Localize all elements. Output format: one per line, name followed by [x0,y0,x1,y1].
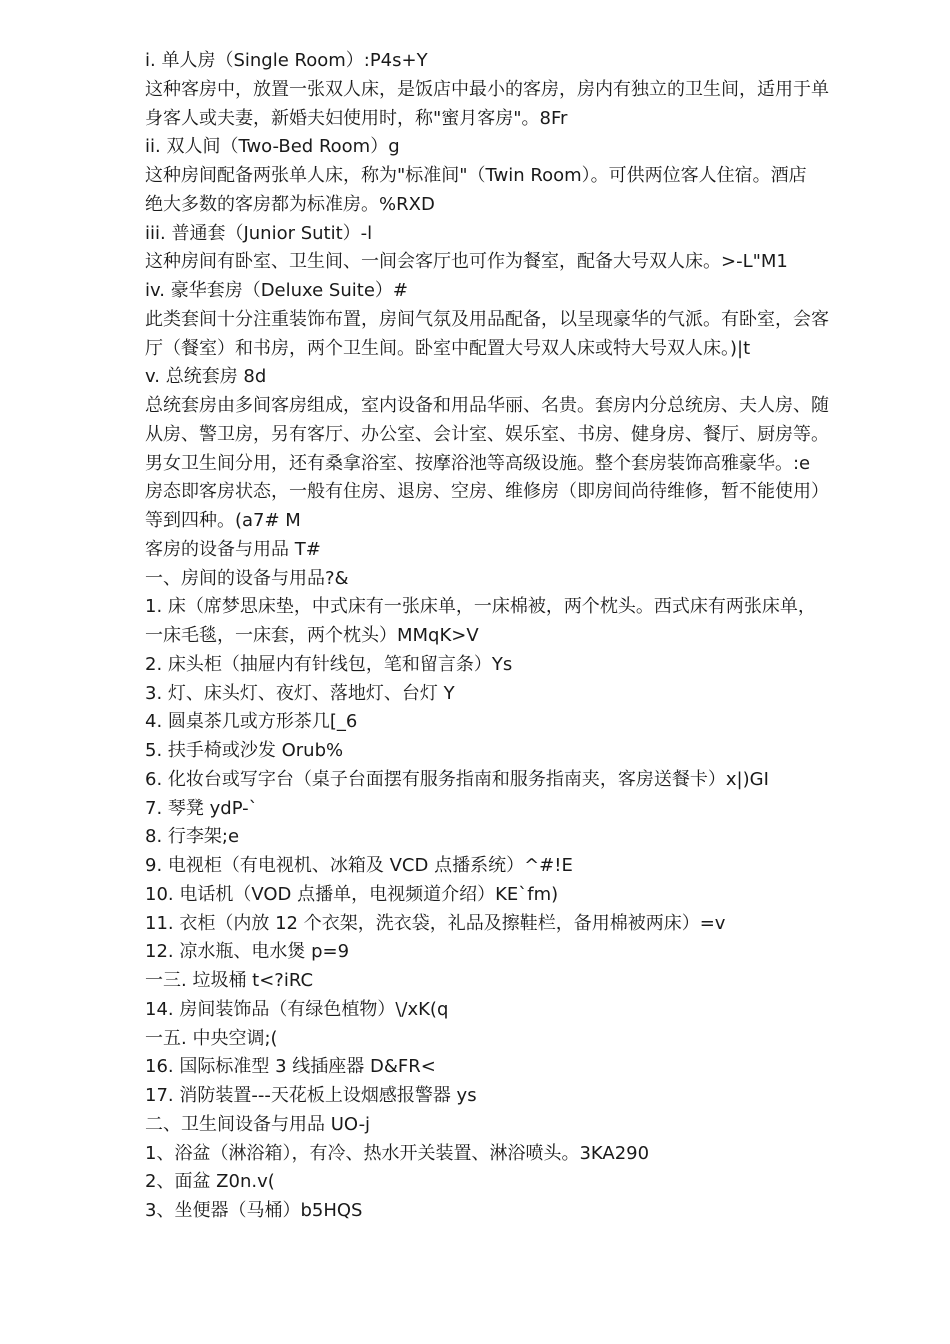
text-line: 二、卫生间设备与用品 UO-j [145,1113,371,1135]
text-line: 一三. 垃圾桶 t<?iRC [145,970,314,991]
text-line: 10. 电话机（VOD 点播单，电视频道介绍）KE`fm) [145,883,559,905]
text-line: 3、坐便器（马桶）b5HQS [145,1200,363,1221]
text-line: 这种房间配备两张单人床，称为"标准间"（Twin Room）。可供两位客人住宿。酒店 [145,165,807,186]
text-line: 从房、警卫房，另有客厅、办公室、会计室、娱乐室、书房、健身房、餐厅、厨房等。 [145,423,829,445]
text-line: 17. 消防装置---天花板上设烟感报警器 ys [145,1085,477,1106]
text-line: 一床毛毯，一床套，两个枕头）MMqK>V [145,625,479,646]
text-line: 客房的设备与用品 T# [145,538,321,560]
text-line: 12. 凉水瓶、电水煲 p=9 [145,941,350,963]
text-line: 14. 房间装饰品（有绿色植物）\/xK(q [145,998,449,1020]
text-line: 9. 电视柜（有电视机、冰箱及 VCD 点播系统）^#!E [145,855,573,876]
document-page [145,47,885,1226]
text-line: ii. 双人间（Two-Bed Room）g [145,136,400,158]
text-line: 11. 衣柜（内放 12 个衣架，洗衣袋，礼品及擦鞋栏，备用棉被两床）=v [145,912,726,934]
text-line: 8. 行李架;e [145,826,240,848]
text-line: 这种房间有卧室、卫生间、一间会客厅也可作为餐室，配备大号双人床。>-L"M1 [145,251,788,273]
text-line: 2. 床头柜（抽屉内有针线包，笔和留言条）Ys [145,653,513,675]
text-line: 6. 化妆台或写字台（桌子台面摆有服务指南和服务指南夹，客房送餐卡）x|)GI [145,768,769,790]
text-line: iv. 豪华套房（Deluxe Suite）# [145,280,408,301]
text-line: 1. 床（席梦思床垫，中式床有一张床单，一床棉被，两个枕头。西式床有两张床单， [145,596,816,618]
text-line: 4. 圆桌茶几或方形茶几[_6 [145,711,358,733]
text-line: 16. 国际标准型 3 线插座器 D&FR< [145,1056,436,1078]
text-line: iii. 普通套（Junior Sutit）-l [145,222,373,244]
text-line: 绝大多数的客房都为标准房。%RXD [145,193,435,215]
text-line: i. 单人房（Single Room）:P4s+Y [145,50,428,71]
text-line: v. 总统套房 8d [145,366,267,388]
text-line: 一五. 中央空调;( [145,1027,278,1049]
text-line: 等到四种。(a7# M [145,510,301,531]
text-line: 一、房间的设备与用品?& [145,567,349,589]
text-line: 此类套间十分注重装饰布置，房间气氛及用品配备，以呈现豪华的气派。有卧室，会客 [145,308,829,330]
text-line: 1、浴盆（淋浴箱），有冷、热水开关装置、淋浴喷头。3KA290 [145,1142,650,1164]
text-line: 7. 琴凳 ydP-` [145,797,258,819]
text-line: 总统套房由多间客房组成，室内设备和用品华丽、名贵。套房内分总统房、夫人房、随 [145,395,829,416]
text-line: 这种客房中，放置一张双人床，是饭店中最小的客房，房内有独立的卫生间，适用于单 [145,78,829,100]
text-line: 3. 灯、床头灯、夜灯、落地灯、台灯 Y [145,682,455,704]
text-line: 房态即客房状态，一般有住房、退房、空房、维修房（即房间尚待维修，暂不能使用） [145,481,829,503]
text-line: 厅（餐室）和书房，两个卫生间。卧室中配置大号双人床或特大号双人床。)|t [145,337,751,359]
text-line: 2、面盆 Z0n.v( [145,1171,275,1193]
text-line: 男女卫生间分用，还有桑拿浴室、按摩浴池等高级设施。整个套房装饰高雅豪华。:e [145,452,811,474]
text-line: 身客人或夫妻，新婚夫妇使用时，称"蜜月客房"。8Fr [145,107,568,129]
text-line: 5. 扶手椅或沙发 Orub% [145,740,344,761]
